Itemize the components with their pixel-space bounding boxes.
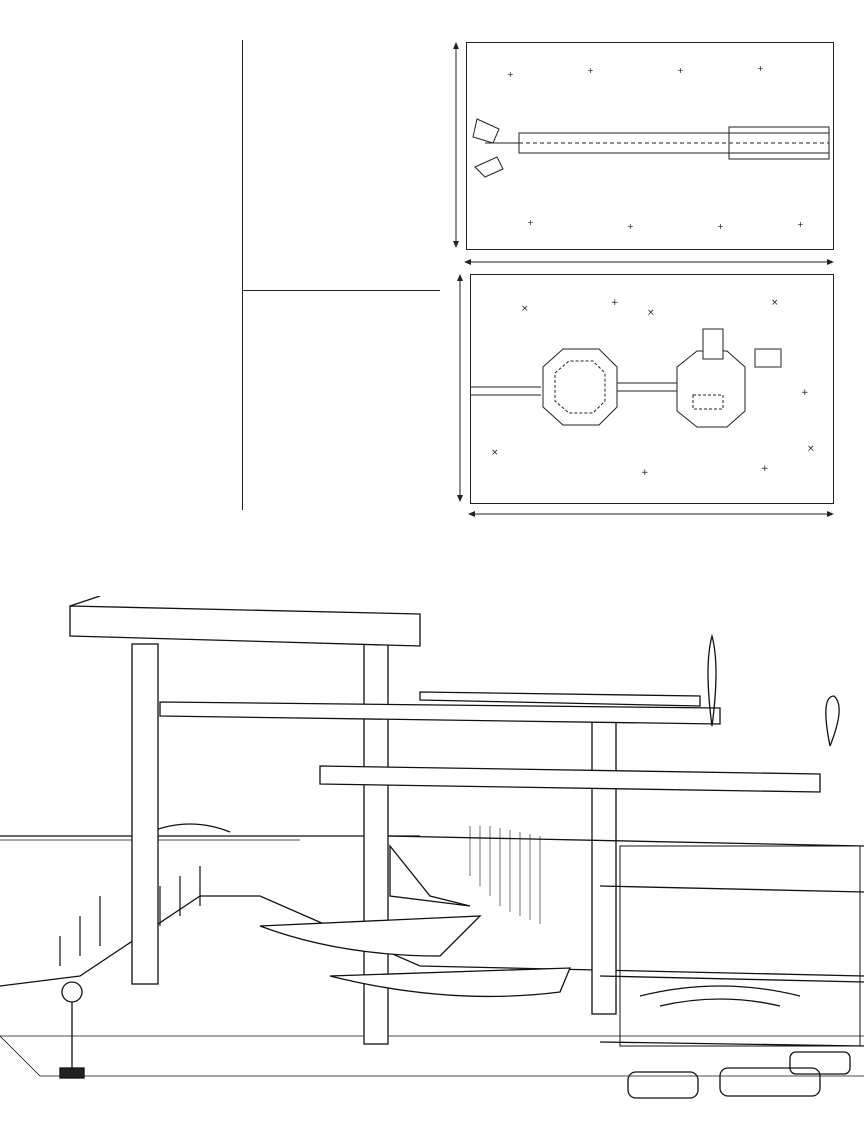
svg-text:+: +	[677, 66, 684, 75]
svg-text:+: +	[627, 222, 634, 231]
svg-text:×: ×	[771, 298, 779, 308]
svg-text:+: +	[801, 388, 809, 398]
svg-text:×: ×	[807, 444, 815, 454]
svg-text:×: ×	[521, 304, 529, 314]
svg-text:+: +	[717, 222, 724, 231]
svg-text:+: +	[587, 66, 594, 75]
plan1-dimensions	[448, 40, 864, 268]
svg-text:+: +	[611, 298, 619, 308]
svg-text:×: ×	[491, 448, 499, 458]
svg-text:+: +	[527, 218, 534, 227]
marina-cutaway-drawing	[0, 596, 864, 1130]
column-divider	[242, 40, 243, 510]
svg-text:+: +	[761, 464, 769, 474]
svg-text:+: +	[641, 468, 649, 478]
svg-text:+: +	[507, 70, 514, 79]
figure-caption	[242, 290, 440, 295]
svg-text:+: +	[757, 64, 764, 73]
svg-text:×: ×	[647, 308, 655, 318]
svg-text:+: +	[797, 220, 804, 229]
cutaway-svg	[0, 596, 864, 1130]
plan2-dimensions	[448, 272, 864, 522]
